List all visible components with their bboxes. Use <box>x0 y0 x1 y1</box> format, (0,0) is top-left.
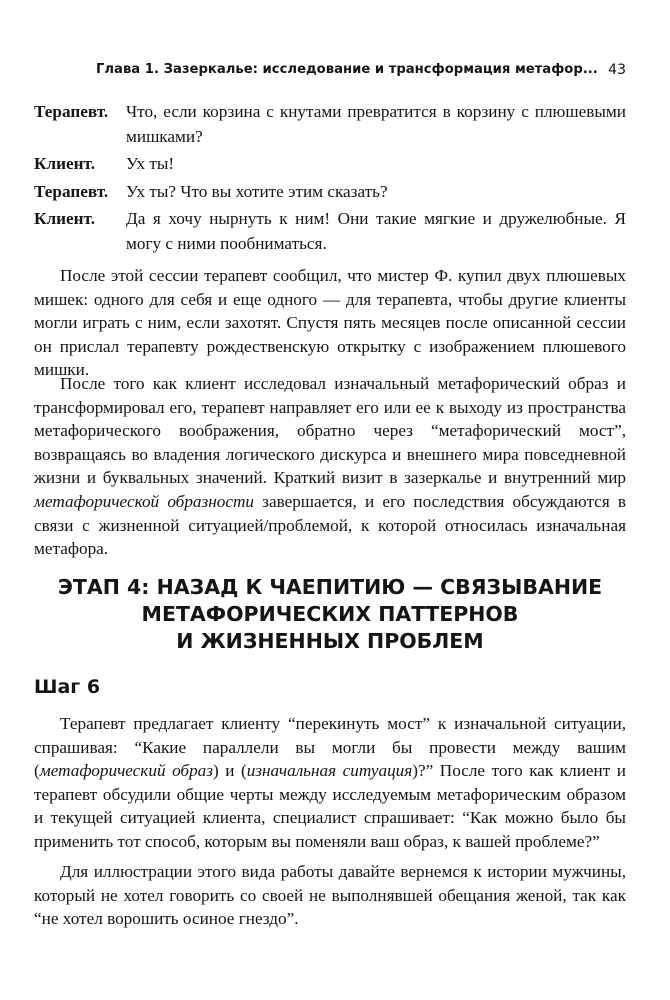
emphasis-text: изначальная ситуация <box>246 761 413 781</box>
speaker-label: Клиент. <box>34 154 95 173</box>
paragraph-text: После этой сессии терапевт сообщил, что мистер Ф. купил двух плюшевых мишек: одного для себя и еще одного — для терапевта, чтобы другие клиенты могли играть с ним, если захотят. Спустя пять месяцев после описанной сессии он прислал терапевту рождественскую открытку с изображением плюшевого мишки. <box>34 266 626 380</box>
chapter-title: Глава 1. Зазеркалье: исследование и трансформация метафор... <box>96 62 598 77</box>
heading-line: МЕТАФОРИЧЕСКИХ ПАТТЕРНОВ <box>141 602 519 626</box>
paragraph-2 <box>34 372 626 561</box>
paragraph-text <box>34 372 626 561</box>
speaker-label: Терапевт. <box>34 181 109 201</box>
dialogue-turn <box>34 152 626 177</box>
text-run: Терапевт предлагает клиенту “перекинуть мост” к изначальной ситуации, спрашивая: “Какие параллели вы могли бы провести между вашим ( <box>34 714 626 781</box>
heading-line: ЭТАП 4: НАЗАД К ЧАЕПИТИЮ — СВЯЗЫВАНИЕ <box>57 575 603 599</box>
heading-line: И ЖИЗНЕННЫХ ПРОБЛЕМ <box>176 629 484 653</box>
paragraph-4 <box>34 860 626 931</box>
text-run: завершается, и его последствия обсуждаются в связи с жизненной ситуацией/проблемой, к которой относилась изначальная метафора. <box>34 491 627 559</box>
emphasis-text: метафорический образ <box>39 761 213 781</box>
dialogue <box>34 100 626 259</box>
paragraph-text <box>34 712 626 854</box>
paragraph-text: Для иллюстрации этого вида работы давайте вернемся к истории мужчины, который не хотел говорить со своей не выполнявшей обещания женой, так как “не хотел ворошить осиное гнездо”. <box>34 862 626 929</box>
dialogue-turn <box>34 180 626 205</box>
paragraph-1 <box>34 264 626 382</box>
text-run: )?” После того как клиент и терапевт обсудили общие черты между исследуемым метафорическим образом и текущей ситуацией клиента, специалист спрашивает: “Как можно было бы применить тот способ, которым вы поменяли ваш образ, к вашей проблеме?” <box>34 761 626 851</box>
paragraph-3 <box>34 712 626 854</box>
dialogue-turn <box>34 207 626 256</box>
text-run: ) и ( <box>212 761 247 781</box>
section-heading <box>34 574 626 655</box>
speaker-label: Клиент. <box>34 209 95 228</box>
step-heading: Шаг 6 <box>34 676 101 698</box>
emphasis-text: метафорической образности <box>34 491 254 511</box>
utterance: Ух ты! <box>126 154 175 173</box>
utterance: Что, если корзина с кнутами превратится в корзину с плюшевыми мишками? <box>126 102 626 146</box>
dialogue-turn <box>34 100 626 149</box>
speaker-label: Терапевт. <box>34 102 109 121</box>
text-run: После того как клиент исследовал изначальный метафорический образ и трансформировал его, терапевт направляет его или ее к выходу из пространства метафорического воображения, обратно через “метафорический мост”, возвращаясь во владения логического дискурса и внешнего мира повседневной жизни и буквальных значений. Краткий визит в зазеркалье и внутренний мир <box>34 374 626 488</box>
utterance: Да я хочу нырнуть к ним! Они такие мягкие и дружелюбные. Я могу с ними пообниматься. <box>126 209 626 253</box>
utterance: Ух ты? Что вы хотите этим сказать? <box>126 181 388 201</box>
page-number: 43 <box>608 62 626 78</box>
